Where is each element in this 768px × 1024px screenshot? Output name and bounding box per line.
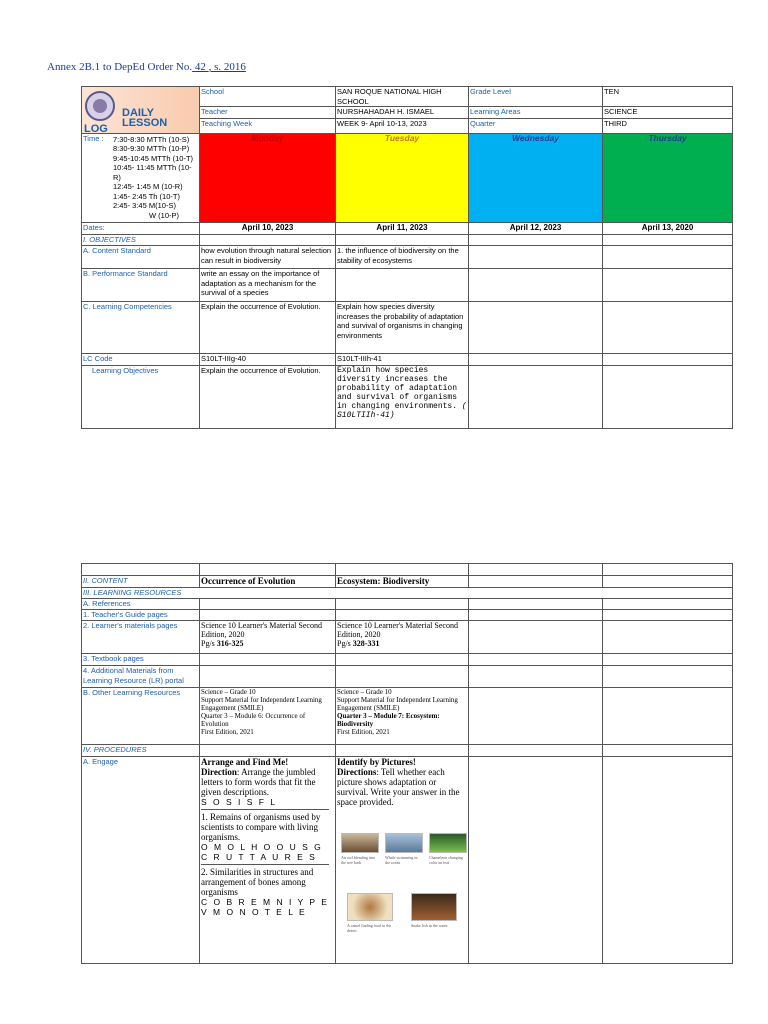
empty-cell bbox=[469, 246, 603, 269]
empty-cell bbox=[469, 654, 603, 666]
empty-cell bbox=[469, 576, 603, 588]
learners-material-tue bbox=[336, 621, 469, 654]
mon-dir-text: : Arrange the jumbled letters to form words that fit the given descriptions. bbox=[201, 767, 316, 797]
empty-cell bbox=[200, 666, 336, 688]
empty-cell bbox=[469, 610, 603, 621]
other-mon-line2: Support Material for Independent Learning Engagement (SMILE) bbox=[201, 696, 322, 712]
empty-cell bbox=[603, 666, 733, 688]
empty-cell bbox=[469, 666, 603, 688]
time-line: 9:45-10:45 MTTh (10-T) bbox=[113, 153, 194, 163]
empty-cell bbox=[603, 654, 733, 666]
engage-tue-title: Identify by Pictures! bbox=[337, 757, 416, 767]
jumbled-word-1: S O S I S F L bbox=[201, 797, 278, 807]
empty-cell bbox=[469, 302, 603, 354]
empty-cell bbox=[469, 564, 603, 576]
annex-prefix: Annex 2B.1 to DepEd Order No. bbox=[47, 61, 193, 73]
teacher-label: Teacher bbox=[200, 107, 336, 119]
school-label: School bbox=[200, 87, 336, 107]
lo-tue-code: ( S10LTIIh-41) bbox=[337, 402, 467, 420]
empty-cell bbox=[200, 235, 336, 246]
learning-objectives-label: Learning Objectives bbox=[82, 366, 200, 429]
time-line: 2:45- 3:45 M(10-S) bbox=[113, 201, 176, 210]
empty-cell bbox=[200, 564, 336, 576]
lm-mon-text: Science 10 Learner's Material Second Edition, 2020 bbox=[201, 621, 322, 639]
caption-4: A camel finding food in the desert bbox=[347, 923, 392, 933]
picture-2 bbox=[385, 833, 423, 865]
content-tue: Ecosystem: Biodiversity bbox=[336, 576, 469, 588]
empty-cell bbox=[603, 354, 733, 366]
empty-cell bbox=[603, 688, 733, 745]
empty-cell bbox=[200, 599, 336, 610]
other-resources-label: B. Other Learning Resources bbox=[82, 688, 200, 745]
empty-cell bbox=[336, 610, 469, 621]
empty-cell bbox=[200, 610, 336, 621]
area-label: Learning Areas bbox=[469, 107, 603, 119]
performance-standard-label: B. Performance Standard bbox=[82, 269, 200, 302]
learning-objectives-mon: Explain the occurrence of Evolution. bbox=[200, 366, 336, 429]
empty-cell bbox=[336, 235, 469, 246]
empty-cell bbox=[336, 654, 469, 666]
picture-1 bbox=[341, 833, 379, 865]
empty-cell bbox=[469, 621, 603, 654]
engage-tue bbox=[336, 757, 469, 964]
time-lines bbox=[113, 135, 198, 221]
time-label: Time : bbox=[83, 134, 104, 143]
date-monday: April 10, 2023 bbox=[200, 223, 336, 235]
other-mon-line4: First Edition, 2021 bbox=[201, 728, 254, 736]
day-monday: Monday bbox=[200, 134, 336, 223]
date-thursday: April 13, 2020 bbox=[603, 223, 733, 235]
other-tue-line4: First Edition, 2021 bbox=[337, 728, 390, 736]
title-cell bbox=[82, 87, 200, 134]
lc-code-mon: S10LT-IIIg-40 bbox=[200, 354, 336, 366]
other-tue-line2: Support Material for Independent Learning Engagement (SMILE) bbox=[337, 696, 458, 712]
mon-dir-label: Direction bbox=[201, 767, 237, 777]
tue-dir-text: : Tell whether each picture shows adaptation or survival. Write your answer in the space provided. bbox=[337, 767, 460, 807]
question-2: 2. Similarities in structures and arrangement of bones among organisms bbox=[201, 867, 314, 897]
other-mon-line3: Quarter 3 – Module 6: Occurrence of Evolution bbox=[201, 712, 306, 728]
dates-label: Dates: bbox=[82, 223, 200, 235]
lc-code-tue: S10LT-IIIh-41 bbox=[336, 354, 469, 366]
time-line: 10:45- 11:45 MTTh (10-R) bbox=[113, 163, 192, 182]
other-resources-mon bbox=[200, 688, 336, 745]
picture-4 bbox=[347, 893, 397, 933]
empty-cell bbox=[603, 246, 733, 269]
empty-cell bbox=[200, 745, 336, 757]
time-line: 7:30-8:30 MTTh (10-S) bbox=[113, 134, 190, 144]
empty-cell bbox=[603, 576, 733, 588]
performance-standard-mon: write an essay on the importance of adaptation as a mechanism for the survival of a species bbox=[200, 269, 336, 302]
picture-3 bbox=[429, 833, 467, 865]
empty-cell bbox=[200, 654, 336, 666]
day-thursday: Thursday bbox=[603, 134, 733, 223]
resources-heading: III. LEARNING RESOURCES bbox=[82, 588, 733, 599]
lm-tue-pages: 328-331 bbox=[352, 639, 380, 648]
other-tue-line1: Science – Grade 10 bbox=[337, 688, 392, 696]
chameleon-image-icon bbox=[429, 833, 467, 853]
week-value: WEEK 9- April 10-13, 2023 bbox=[336, 119, 469, 134]
lm-tue-pg-label: Pg/s bbox=[337, 639, 353, 648]
quarter-label: Quarter bbox=[469, 119, 603, 134]
teacher-value: NURSHAHADAH H. ISMAEL bbox=[336, 107, 469, 119]
textbook-label: 3. Textbook pages bbox=[82, 654, 200, 666]
engage-label: A. Engage bbox=[82, 757, 200, 964]
empty-cell bbox=[469, 745, 603, 757]
other-tue-line3: Quarter 3 – Module 7: Ecosystem: Biodiversity bbox=[337, 712, 440, 728]
annex-reference bbox=[47, 61, 246, 73]
engage-tue-direction bbox=[337, 767, 467, 807]
lm-mon-pages: 316-325 bbox=[216, 639, 244, 648]
time-schedule bbox=[82, 134, 200, 223]
question-1: 1. Remains of organisms used by scientists to compare with living organisms. bbox=[201, 812, 321, 842]
engage-mon-title: Arrange and Find Me! bbox=[201, 757, 289, 767]
empty-cell bbox=[469, 354, 603, 366]
objectives-heading: I. OBJECTIVES bbox=[82, 235, 200, 246]
empty-cell bbox=[336, 269, 469, 302]
empty-cell bbox=[603, 366, 733, 429]
deped-seal-icon bbox=[85, 91, 115, 121]
lm-mon-pg-label: Pg/s bbox=[201, 639, 217, 648]
empty-cell bbox=[603, 302, 733, 354]
content-standard-label: A. Content Standard bbox=[82, 246, 200, 269]
time-line: 1:45- 2:45 Th (10-T) bbox=[113, 191, 180, 201]
camel-image-icon bbox=[347, 893, 393, 921]
empty-cell bbox=[603, 564, 733, 576]
competencies-mon: Explain the occurrence of Evolution. bbox=[200, 302, 336, 354]
references-label: A. References bbox=[82, 599, 200, 610]
empty-cell bbox=[603, 269, 733, 302]
lesson-log-procedures-table bbox=[81, 563, 733, 964]
title-daily-lesson: DAILY LESSON bbox=[122, 107, 168, 129]
empty-cell bbox=[603, 599, 733, 610]
jumbled-word-2: O M O L H O O U S G C R U T T A U R E S bbox=[201, 842, 323, 862]
jumbled-word-3: C O B R E M N I Y P E V M O N O T E L E bbox=[201, 897, 329, 917]
snake-image-icon bbox=[411, 893, 457, 921]
additional-materials-label: 4. Additional Materials from Learning Resource (LR) portal bbox=[82, 666, 200, 688]
caption-5: Snake fish in the water bbox=[411, 923, 448, 928]
day-wednesday: Wednesday bbox=[469, 134, 603, 223]
lo-tue-text: Explain how species diversity increases the probability of adaptation and survival of organisms in changing environments. bbox=[337, 366, 458, 411]
other-mon-line1: Science – Grade 10 bbox=[201, 688, 256, 696]
whale-image-icon bbox=[385, 833, 423, 853]
tue-dir-label: Directions bbox=[337, 767, 377, 777]
week-label: Teaching Week bbox=[200, 119, 336, 134]
empty-cell bbox=[336, 564, 469, 576]
empty-cell bbox=[336, 599, 469, 610]
quarter-value: THIRD bbox=[603, 119, 733, 134]
learners-material-mon bbox=[200, 621, 336, 654]
annex-number: 42 bbox=[192, 61, 209, 73]
date-wednesday: April 12, 2023 bbox=[469, 223, 603, 235]
school-value: SAN ROQUE NATIONAL HIGH SCHOOL bbox=[336, 87, 469, 107]
divider bbox=[201, 809, 329, 810]
empty-cell bbox=[469, 366, 603, 429]
grade-value: TEN bbox=[603, 87, 733, 107]
teachers-guide-label: 1. Teacher's Guide pages bbox=[82, 610, 200, 621]
day-tuesday: Tuesday bbox=[336, 134, 469, 223]
caption-3: Chameleon changing color on leaf bbox=[429, 855, 463, 865]
empty-cell bbox=[603, 621, 733, 654]
empty-cell bbox=[82, 564, 200, 576]
grade-label: Grade Level bbox=[469, 87, 603, 107]
title-log: LOG bbox=[84, 123, 108, 134]
other-resources-tue bbox=[336, 688, 469, 745]
empty-cell bbox=[603, 757, 733, 964]
lm-tue-text: Science 10 Learner's Material Second Edition, 2020 bbox=[337, 621, 458, 639]
learning-objectives-tue bbox=[336, 366, 469, 429]
time-line: 12:45- 1:45 M (10-R) bbox=[113, 182, 183, 191]
owl-image-icon bbox=[341, 833, 379, 853]
date-tuesday: April 11, 2023 bbox=[336, 223, 469, 235]
empty-cell bbox=[603, 745, 733, 757]
empty-cell bbox=[603, 610, 733, 621]
empty-cell bbox=[469, 599, 603, 610]
picture-grid bbox=[337, 823, 467, 963]
engage-mon-direction bbox=[201, 767, 334, 797]
empty-cell bbox=[469, 235, 603, 246]
competencies-label: C. Learning Competencies bbox=[82, 302, 200, 354]
divider bbox=[201, 864, 329, 865]
learners-material-label: 2. Learner's materials pages bbox=[82, 621, 200, 654]
time-line: 8:30-9:30 MTTh (10-P) bbox=[113, 144, 190, 153]
procedures-heading: IV. PROCEDURES bbox=[82, 745, 200, 757]
content-heading: II. CONTENT bbox=[82, 576, 200, 588]
content-standard-mon: how evolution through natural selection can result in biodiversity bbox=[200, 246, 336, 269]
picture-5 bbox=[411, 893, 461, 928]
content-standard-tue: 1. the influence of biodiversity on the stability of ecosystems bbox=[336, 246, 469, 269]
content-mon: Occurrence of Evolution bbox=[200, 576, 336, 588]
annex-suffix: , s. 2016 bbox=[208, 61, 246, 73]
engage-mon bbox=[200, 757, 336, 964]
caption-1: An owl blending into the tree bark bbox=[341, 855, 376, 865]
caption-2: Whale swimming in the ocean bbox=[385, 855, 418, 865]
lc-code-label: LC Code bbox=[82, 354, 200, 366]
empty-cell bbox=[336, 745, 469, 757]
empty-cell bbox=[603, 235, 733, 246]
empty-cell bbox=[336, 666, 469, 688]
empty-cell bbox=[469, 269, 603, 302]
empty-cell bbox=[469, 757, 603, 964]
time-line: W (10-P) bbox=[149, 210, 179, 220]
lesson-log-header-table bbox=[81, 86, 733, 429]
competencies-tue: Explain how species diversity increases the probability of adaptation and survival of organisms in changing environments bbox=[336, 302, 469, 354]
empty-cell bbox=[469, 688, 603, 745]
area-value: SCIENCE bbox=[603, 107, 733, 119]
